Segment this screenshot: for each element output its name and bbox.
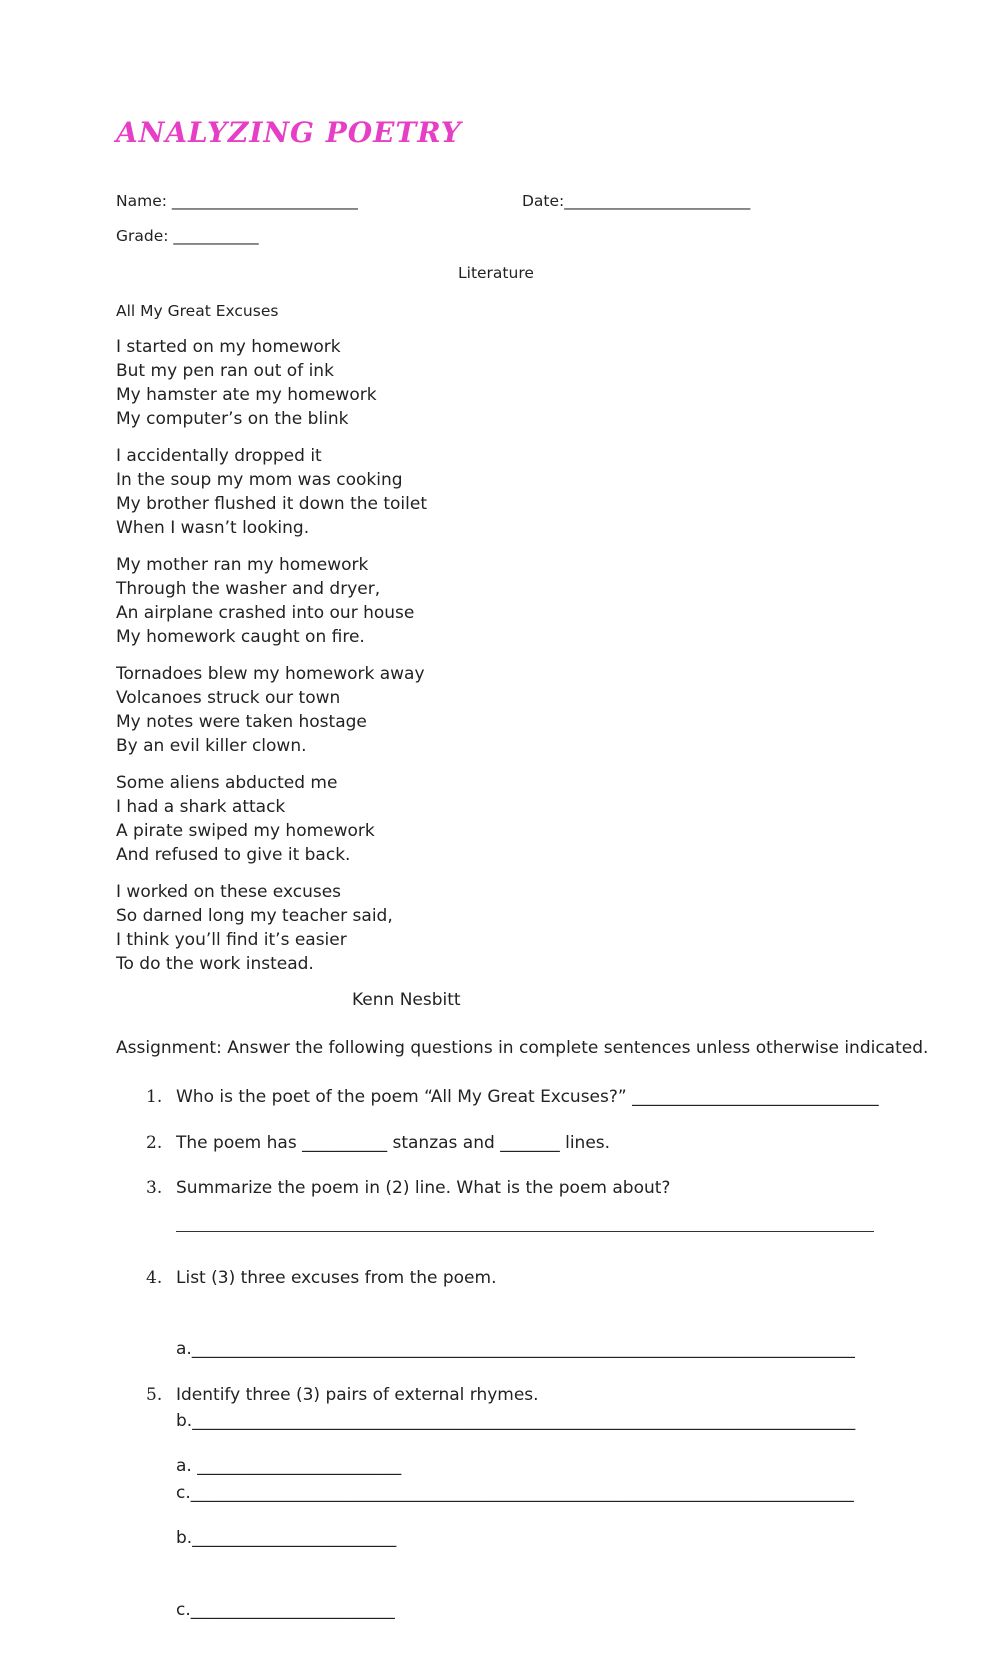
question-number: 5.: [146, 1385, 163, 1405]
poem-line: My mother ran my homework: [116, 555, 369, 575]
poem-line: I had a shark attack: [116, 797, 286, 817]
answer-line[interactable]: a. ________________________: [176, 1456, 402, 1476]
poem-line: When I wasn’t looking.: [116, 518, 310, 538]
poem-line: I started on my homework: [116, 337, 341, 357]
poem-stanza: [116, 553, 414, 649]
question-number: 2.: [146, 1133, 163, 1153]
question-text[interactable]: The poem has __________ stanzas and _______ lines.: [176, 1133, 611, 1153]
question-2: [146, 1133, 886, 1153]
answer-line[interactable]: a.______________________________________________________________________________: [176, 1339, 855, 1359]
poem-line: Volcanoes struck our town: [116, 688, 341, 708]
grade-field[interactable]: Grade: ___________: [116, 227, 259, 245]
answer-blanks: [176, 1406, 401, 1670]
poem-line: To do the work instead.: [116, 954, 314, 974]
poem-line: My brother flushed it down the toilet: [116, 494, 428, 514]
question-number: 1.: [146, 1087, 163, 1107]
poem-line: My hamster ate my homework: [116, 385, 377, 405]
poem-stanza: [116, 335, 377, 431]
poem-stanza: [116, 444, 427, 540]
poem-stanza: [116, 771, 375, 867]
answer-line[interactable]: [176, 1231, 874, 1232]
poem-line: An airplane crashed into our house: [116, 603, 415, 623]
poem-line: Through the washer and dryer,: [116, 579, 381, 599]
poem-line: My computer’s on the blink: [116, 409, 349, 429]
poem-line: My notes were taken hostage: [116, 712, 367, 732]
poem-line: But my pen ran out of ink: [116, 361, 334, 381]
question-text: Summarize the poem in (2) line. What is the poem about?: [176, 1178, 671, 1198]
poem-line: Tornadoes blew my homework away: [116, 664, 425, 684]
worksheet-title: ANALYZING POETRY: [116, 116, 462, 149]
question-1: [146, 1087, 886, 1107]
poem-line: I think you’ll find it’s easier: [116, 930, 347, 950]
poem-stanza: [116, 662, 425, 758]
poem-line: So darned long my teacher said,: [116, 906, 393, 926]
answer-line[interactable]: b.______________________________________________________________________________: [176, 1411, 856, 1431]
question-number: 3.: [146, 1178, 163, 1198]
answer-line[interactable]: b.________________________: [176, 1528, 397, 1548]
question-3: [146, 1178, 886, 1198]
answer-line[interactable]: c.______________________________________________________________________________: [176, 1483, 854, 1503]
answer-line[interactable]: c.________________________: [176, 1600, 395, 1620]
poem-line: A pirate swiped my homework: [116, 821, 375, 841]
poem-line: My homework caught on fire.: [116, 627, 365, 647]
poem-line: In the soup my mom was cooking: [116, 470, 403, 490]
name-field[interactable]: Name: ________________________: [116, 192, 358, 210]
poem-line: And refused to give it back.: [116, 845, 351, 865]
poem-title: All My Great Excuses: [116, 302, 279, 320]
question-5: [146, 1385, 886, 1405]
poem-line: I worked on these excuses: [116, 882, 342, 902]
assignment-instructions: Assignment: Answer the following questions in complete sentences unless otherwise indicated.: [116, 1038, 929, 1058]
date-field[interactable]: Date:________________________: [522, 192, 751, 210]
poem-line: Some aliens abducted me: [116, 773, 338, 793]
poem-author: Kenn Nesbitt: [352, 990, 461, 1010]
question-text[interactable]: Who is the poet of the poem “All My Great Excuses?” _____________________________: [176, 1087, 879, 1107]
subject-label: Literature: [458, 264, 534, 282]
poem-line: By an evil killer clown.: [116, 736, 307, 756]
question-4: [146, 1268, 886, 1288]
question-text: Identify three (3) pairs of external rhymes.: [176, 1385, 539, 1405]
poem-stanza: [116, 880, 393, 976]
question-number: 4.: [146, 1268, 163, 1288]
question-text: List (3) three excuses from the poem.: [176, 1268, 497, 1288]
poem-line: I accidentally dropped it: [116, 446, 322, 466]
